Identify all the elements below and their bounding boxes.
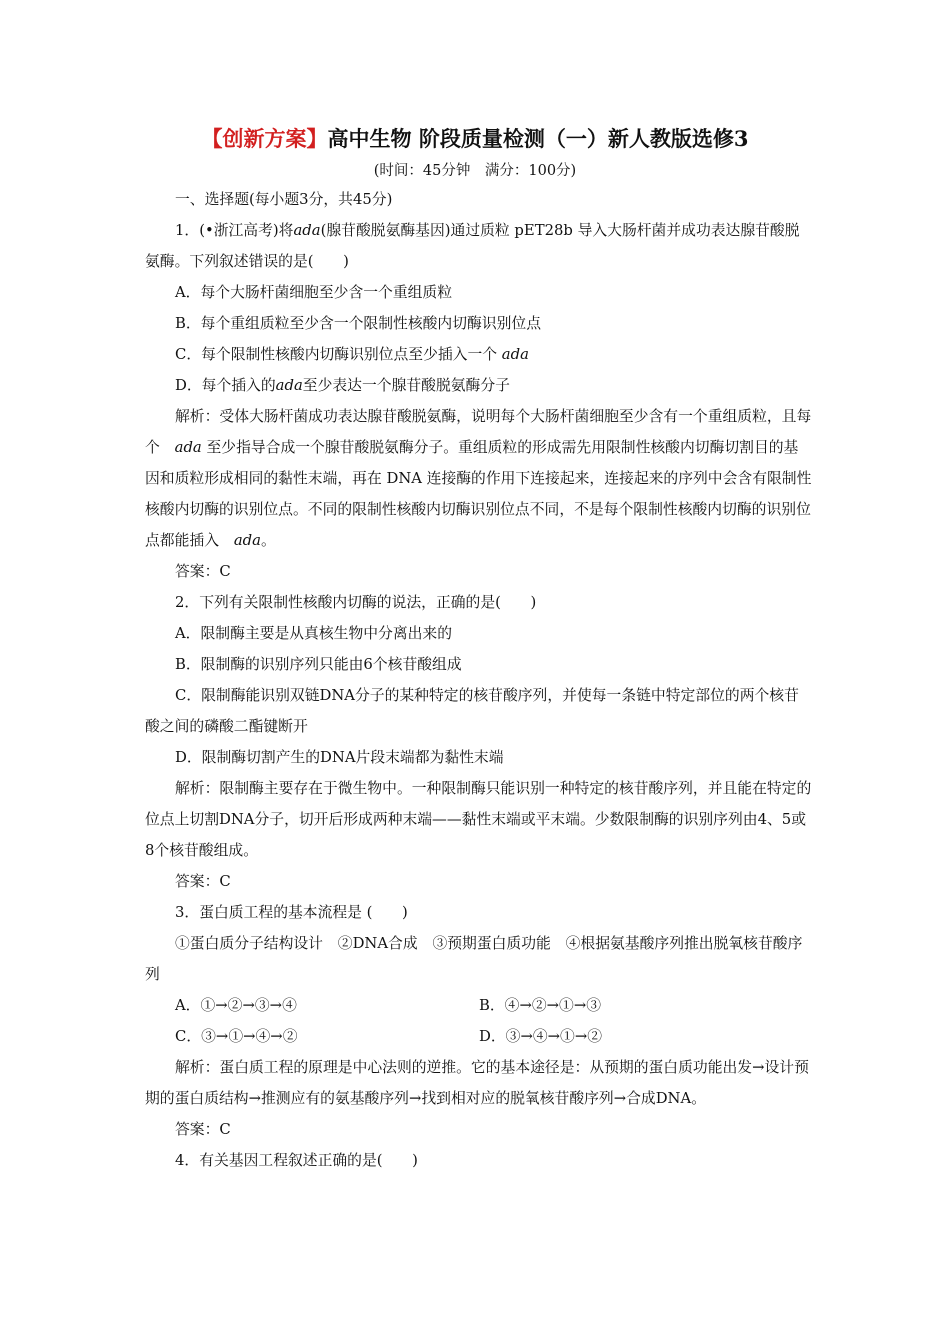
q1-exp-part: 至少指导合成一个腺苷酸脱氨酶分子。重组质粒的形成需先用限制性核酸内切酶切割目的基因和质粒形成相同的黏性末端，再在 DNA 连接酶的作用下连接起来，连接起来的序列中会含有限制性核酸内切酶的识别位点。不同的限制性核酸内切酶识别位点不同，不是每个限制性核酸内切酶的识别位点都能插入	[145, 439, 812, 549]
question-1-explanation	[145, 401, 813, 556]
question-3-options-row-2	[145, 1021, 813, 1052]
question-1-stem	[145, 215, 813, 277]
question-2-option-d: D．限制酶切割产生的DNA片段末端都为黏性末端	[175, 749, 504, 766]
q1-ada-term: ada	[233, 532, 261, 549]
question-1-option-c	[145, 339, 813, 370]
question-2-explanation: 解析：限制酶主要存在于微生物中。一种限制酶只能识别一种特定的核苷酸序列，并且能在特定的位点上切割DNA分子，切开后形成两种末端——黏性末端或平末端。少数限制酶的识别序列由4、5或8个核苷酸组成。	[145, 780, 812, 859]
question-2-option-a: A．限制酶主要是从真核生物中分离出来的	[175, 625, 453, 642]
q1-ada-term: ada	[275, 377, 303, 394]
question-3-options-row-1	[145, 990, 813, 1021]
page-title	[0, 124, 950, 154]
title-source-tag: 【创新方案】	[201, 126, 328, 151]
question-4-stem: 4．有关基因工程叙述正确的是( )	[175, 1152, 418, 1169]
q1-ada-term: ada	[174, 439, 202, 456]
q1-exp-part: 。	[260, 532, 276, 549]
question-3-explanation: 解析：蛋白质工程的原理是中心法则的逆推。它的基本途径是：从预期的蛋白质功能出发→设计预期的蛋白质结构→推测应有的氨基酸序列→找到相对应的脱氧核苷酸序列→合成DNA。	[145, 1059, 809, 1107]
section-heading: 一、选择题(每小题3分，共45分)	[175, 191, 393, 208]
question-3-option-a: A．①→②→③→④	[175, 997, 297, 1014]
question-2-answer: 答案：C	[175, 873, 231, 890]
q1-option-d-text: D．每个插入的	[175, 377, 276, 394]
question-3-option-c: C．③→①→④→②	[175, 1028, 298, 1045]
question-1-option-b: B．每个重组质粒至少含一个限制性核酸内切酶识别位点	[175, 315, 542, 332]
q1-exp-part: 解析：受体大肠杆菌成功表达腺苷酸脱氨酶，说明每个大肠杆菌细胞至少含有一个重组质粒，且每个	[145, 408, 812, 456]
page-subtitle: (时间：45分钟 满分：100分)	[373, 163, 577, 179]
q1-option-c-text: C．每个限制性核酸内切酶识别位点至少插入一个	[175, 346, 498, 363]
question-3-answer: 答案：C	[175, 1121, 231, 1138]
question-1-answer: 答案：C	[175, 563, 231, 580]
question-3-stem: 3．蛋白质工程的基本流程是 ( )	[175, 904, 408, 921]
question-1-option-d	[145, 370, 813, 401]
question-1-option-a: A．每个大肠杆菌细胞至少含一个重组质粒	[175, 284, 453, 301]
document-body	[145, 184, 813, 1176]
question-2-stem: 2．下列有关限制性核酸内切酶的说法，正确的是( )	[175, 594, 537, 611]
question-3-option-b: B．④→②→①→③	[479, 997, 602, 1014]
q1-stem-part: 1．(•浙江高考)将	[175, 222, 294, 239]
question-3-items: ①蛋白质分子结构设计 ②DNA合成 ③预期蛋白质功能 ④根据氨基酸序列推出脱氧核苷酸序列	[145, 935, 803, 983]
question-2-option-c: C．限制酶能识别双链DNA分子的某种特定的核苷酸序列，并使每一条链中特定部位的两个核苷酸之间的磷酸二酯键断开	[145, 687, 799, 735]
q1-stem-part: (腺苷酸脱氨酶基因)通过质粒 pET28b 导入大肠杆菌并成功表达腺苷酸脱氨酶。下列叙述错误的是( )	[145, 222, 800, 270]
q1-ada-term: ada	[293, 222, 321, 239]
question-2-option-b: B．限制酶的识别序列只能由6个核苷酸组成	[175, 656, 462, 673]
question-3-option-d: D．③→④→①→②	[479, 1028, 603, 1045]
q1-ada-term: ada	[501, 346, 529, 363]
q1-option-d-text: 至少表达一个腺苷酸脱氨酶分子	[302, 377, 510, 394]
title-main: 高中生物 阶段质量检测（一）新人教版选修3	[327, 126, 749, 151]
